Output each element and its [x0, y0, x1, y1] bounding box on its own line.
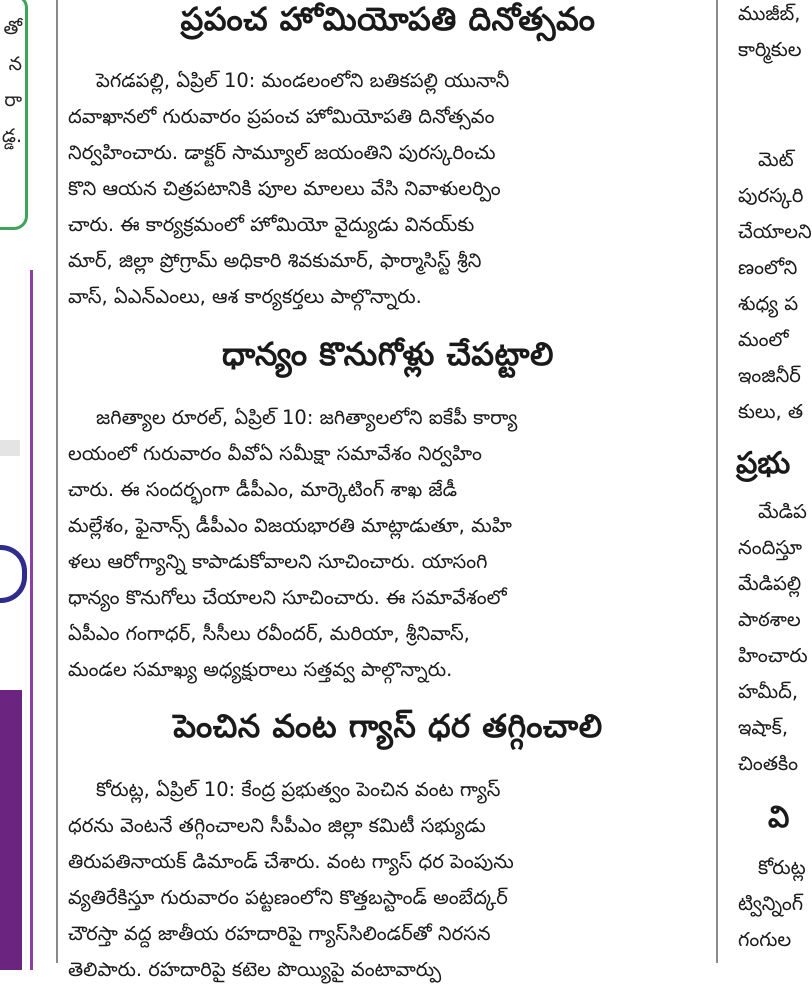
article-2-line: జగిత్యాల రూరల్, ఏప్రిల్ 10: జగిత్యాలలోని ఐకేపీ కార్యా — [96, 406, 518, 429]
article-1-line: కొని ఆయన చిత్రపటానికి పూల మాలలు వేసి నివాళులర్పిం — [68, 177, 501, 200]
right-line: ఇంజినీర్ — [738, 364, 801, 387]
right-headline-fragment: వి — [768, 800, 790, 835]
right-line: శుధ్య ప — [738, 292, 799, 315]
article-3-line: వ్యతిరేకిస్తూ గురువారం పట్టణంలోని కొత్తబస్టాండ్ అంబేద్కర్ — [68, 886, 508, 909]
right-line: ణంలోని — [738, 256, 798, 279]
article-3-body — [68, 772, 708, 988]
green-box-char: రా — [4, 89, 22, 111]
column-divider-right — [716, 0, 718, 963]
article-2-line: మండల సమాఖ్య అధ్యక్షురాలు సత్తవ్వ పాల్గొన్నారు. — [68, 658, 453, 681]
right-line: చేయాలని — [738, 220, 812, 243]
article-1-headline: ప్రపంచ హోమియోపతి దినోత్సవం — [180, 0, 596, 38]
article-3-line: తిరుపతినాయక్ డిమాండ్ చేశారు. వంట గ్యాస్ ధర పెంపును — [68, 850, 514, 873]
article-1-line: వాస్, ఏఎన్ఎంలు, ఆశ కార్యకర్తలు పాల్గొన్నారు. — [68, 285, 422, 308]
right-headline-fragment: ప్రభు — [736, 446, 791, 481]
right-column-fragment — [728, 0, 812, 963]
article-2-body — [68, 400, 708, 688]
article-2-line: ధాన్యం కొనుగోలు చేయాలని సూచించారు. ఈ సమావేశంలో — [68, 586, 507, 609]
right-line: మేడిప — [758, 500, 807, 523]
green-box-char: తో — [3, 17, 22, 39]
green-box-char: డ్డ. — [1, 125, 22, 147]
article-2-line: ఏపీఎం గంగాధర్, సీసీలు రవీందర్, మరియా, శ్రీనివాస్, — [68, 622, 470, 645]
right-line: మేడిపల్లి — [738, 572, 802, 595]
right-line: గంగుల — [738, 928, 792, 951]
article-3-line: చౌరస్తా వద్ద జాతీయ రహదారిపై గ్యాస్‌సిలిండర్‌తో నిరసన — [68, 922, 491, 945]
right-line: కార్మికుల — [738, 38, 802, 61]
right-line: మంలో — [738, 328, 789, 351]
article-1-body — [68, 63, 708, 315]
column-divider-left — [56, 0, 58, 963]
right-line: ఇషాక్, — [738, 716, 789, 739]
article-3-line: కోరుట్ల, ఏప్రిల్ 10: కేంద్ర ప్రభుత్వం పెంచిన వంట గ్యాస్ — [96, 778, 501, 801]
right-line: నందిస్తూ — [738, 536, 803, 559]
article-2-line: ళలు ఆరోగ్యాన్ని కాపాడుకోవాలని సూచించారు. యాసంగి — [68, 550, 488, 573]
green-box-text — [0, 10, 22, 154]
article-1-line: పెగడపల్లి, ఏప్రిల్ 10: మండలంలోని బతికపల్లి యునానీ — [96, 69, 510, 92]
article-2-line: లయంలో గురువారం వీవోఏ సమీక్షా సమావేశం నిర్వహిం — [68, 442, 482, 465]
purple-ad-fragment — [0, 690, 22, 970]
right-line: కులు, త — [738, 400, 804, 423]
article-1-line: మార్, జిల్లా ప్రోగ్రామ్ అధికారి శివకుమార్, ఫార్మాసిస్ట్ శ్రీని — [68, 249, 482, 272]
right-line: ముజీబ్, — [738, 2, 801, 25]
grey-band — [0, 440, 20, 456]
article-1-line: చారు. ఈ కార్యక్రమంలో హోమియో వైద్యుడు వినయ్‌కు — [68, 213, 475, 236]
right-line: హమీద్, — [738, 680, 799, 703]
right-line: చింతకిం — [738, 752, 799, 775]
right-line: ట్విన్నింగ్ — [738, 892, 804, 915]
left-column-fragment — [0, 0, 48, 963]
article-2-line: మల్లేశం, ఫైనాన్స్ డీపీఎం విజయభారతి మాట్లాడుతూ, మహి — [68, 514, 512, 537]
article-3-line: తెలిపారు. రహదారిపై కటెల పొయ్యిపై వంటావార్పు — [68, 958, 442, 981]
article-3-headline: పెంచిన వంట గ్యాస్ ధర తగ్గించాలి — [173, 707, 603, 745]
right-line: పాఠశాల — [738, 608, 801, 631]
right-line: మెట్ — [758, 148, 794, 171]
right-line: కోరుట్ల — [758, 856, 806, 879]
green-box-char: న — [8, 53, 22, 75]
article-2-line: చారు. ఈ సందర్భంగా డీపీఎం, మార్కెటింగ్ శాఖ జేడీ — [68, 478, 458, 501]
right-line: పురస్కరి — [738, 184, 804, 207]
article-1-line: నిర్వహించారు. డాక్టర్ సామ్యూల్ జయంతిని పురస్కరించు — [68, 141, 496, 164]
article-2-headline: ధాన్యం కొనుగోళ్లు చేపట్టాలి — [222, 335, 554, 373]
article-3-line: ధరను వెంటనే తగ్గించాలని సీపీఎం జిల్లా కమిటీ సభ్యుడు — [68, 814, 486, 837]
right-line: హించారు — [738, 644, 808, 667]
article-1-line: దవాఖానలో గురువారం ప్రపంచ హోమియోపతి దినోత్సవం — [68, 105, 495, 128]
